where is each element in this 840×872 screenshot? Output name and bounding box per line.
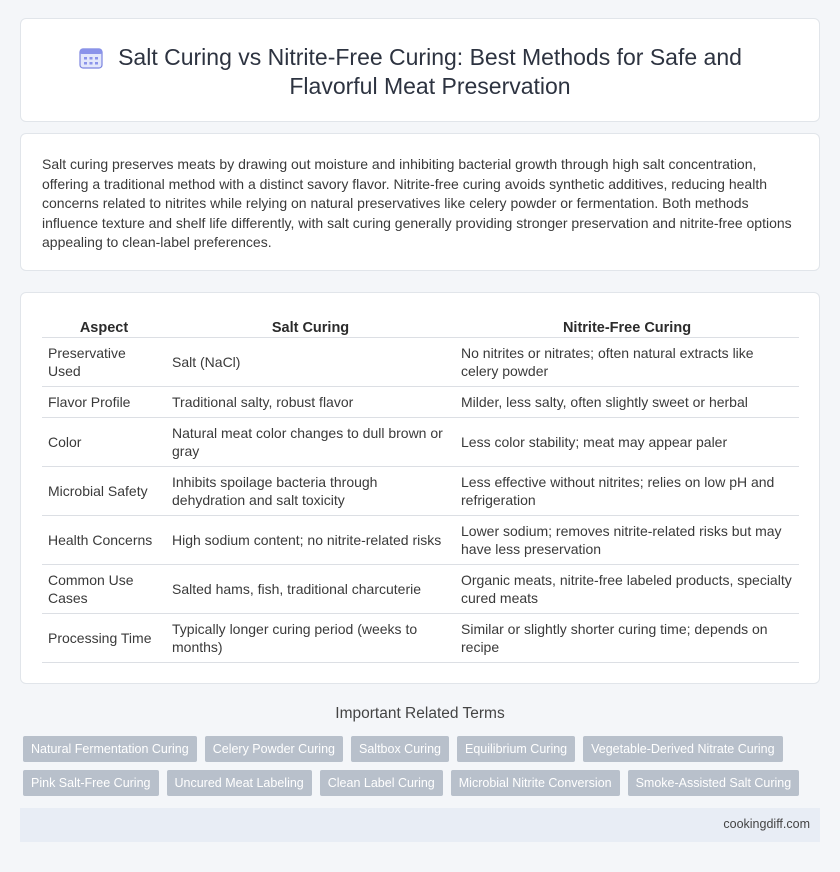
- header-nitrite-free-curing: Nitrite-Free Curing: [455, 317, 799, 337]
- table-row: [42, 337, 799, 386]
- footer-site-link[interactable]: cookingdiff.com: [723, 817, 810, 831]
- table-cell: Organic meats, nitrite-free labeled products, specialty cured meats: [455, 564, 799, 613]
- table-row: [42, 386, 799, 417]
- tag-clean-label-curing[interactable]: Clean Label Curing: [320, 770, 443, 796]
- table-cell: No nitrites or nitrates; often natural extracts like celery powder: [455, 337, 799, 386]
- table-cell: Inhibits spoilage bacteria through dehydration and salt toxicity: [166, 466, 455, 515]
- table-cell: High sodium content; no nitrite-related risks: [166, 515, 455, 564]
- table-cell: Preservative Used: [42, 337, 166, 386]
- table-header-row: [42, 317, 799, 337]
- footer: [20, 808, 820, 842]
- table-row: [42, 515, 799, 564]
- related-terms-heading: Important Related Terms: [335, 705, 505, 722]
- table-row: [42, 417, 799, 466]
- intro-paragraph: Salt curing preserves meats by drawing out moisture and inhibiting bacterial growth through high salt concentration, offering a traditional method with a distinct savory flavor. Nitrite-free curing avoids synthetic additives, reducing health concerns related to nitrites while relying on natural preservatives like celery powder or fermentation. Both methods influence texture and shelf life differently, with salt curing generally providing stronger preservation and nitrite-free options appealing to clean-label preferences.: [42, 156, 792, 250]
- intro-card: [20, 133, 820, 271]
- tag-microbial-nitrite-conversion[interactable]: Microbial Nitrite Conversion: [451, 770, 620, 796]
- table-cell: Traditional salty, robust flavor: [166, 386, 455, 417]
- table-cell: Less effective without nitrites; relies on low pH and refrigeration: [455, 466, 799, 515]
- tag-smoke-assisted-salt-curing[interactable]: Smoke-Assisted Salt Curing: [628, 770, 800, 796]
- tag-natural-fermentation-curing[interactable]: Natural Fermentation Curing: [23, 736, 197, 762]
- tag-celery-powder-curing[interactable]: Celery Powder Curing: [205, 736, 343, 762]
- title-card: [20, 18, 820, 122]
- table-cell: Microbial Safety: [42, 466, 166, 515]
- table-cell: Milder, less salty, often slightly sweet or herbal: [455, 386, 799, 417]
- tag-pink-salt-free-curing[interactable]: Pink Salt-Free Curing: [23, 770, 159, 796]
- related-terms-list: [23, 736, 803, 804]
- header-aspect: Aspect: [42, 317, 166, 337]
- tag-vegetable-derived-nitrate-curing[interactable]: Vegetable-Derived Nitrate Curing: [583, 736, 782, 762]
- comparison-table: [42, 317, 799, 663]
- table-cell: Color: [42, 417, 166, 466]
- table-cell: Flavor Profile: [42, 386, 166, 417]
- page-title: Salt Curing vs Nitrite-Free Curing: Best Methods for Safe and Flavorful Meat Preservation: [118, 44, 742, 99]
- table-cell: Similar or slightly shorter curing time; depends on recipe: [455, 613, 799, 662]
- table-cell: Salt (NaCl): [166, 337, 455, 386]
- tag-saltbox-curing[interactable]: Saltbox Curing: [351, 736, 449, 762]
- header-salt-curing: Salt Curing: [166, 317, 455, 337]
- table-cell: Natural meat color changes to dull brown or gray: [166, 417, 455, 466]
- table-cell: Lower sodium; removes nitrite-related risks but may have less preservation: [455, 515, 799, 564]
- table-cell: Processing Time: [42, 613, 166, 662]
- tag-equilibrium-curing[interactable]: Equilibrium Curing: [457, 736, 575, 762]
- table-cell: Salted hams, fish, traditional charcuterie: [166, 564, 455, 613]
- table-cell: Typically longer curing period (weeks to months): [166, 613, 455, 662]
- comparison-table-card: [20, 292, 820, 684]
- tag-uncured-meat-labeling[interactable]: Uncured Meat Labeling: [167, 770, 312, 796]
- table-row: [42, 564, 799, 613]
- table-row: [42, 466, 799, 515]
- table-row: [42, 613, 799, 662]
- table-cell: Less color stability; meat may appear paler: [455, 417, 799, 466]
- table-cell: Health Concerns: [42, 515, 166, 564]
- table-cell: Common Use Cases: [42, 564, 166, 613]
